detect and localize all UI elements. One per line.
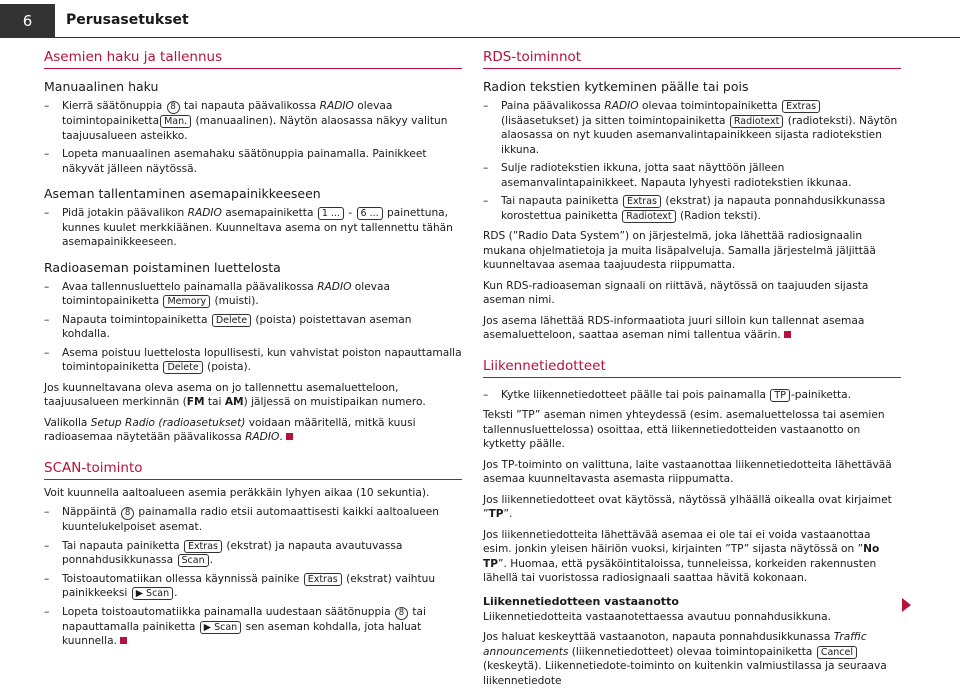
key-memory: Memory [163,295,210,308]
list-item: – Avaa tallennusluettelo painamalla päävalikossa RADIO olevaa toimintopainiketta Memory (muisti). [44,280,462,309]
subheading-delete-station: Radioaseman poistaminen luettelosta [44,259,281,275]
paragraph-memory-slot: Jos kuunneltavana oleva asema on jo tallennettu asemaluetteloon, taajuusalueen merkinnän (FM tai AM) jäljessä on muistipaikan numero. [44,381,426,408]
radio-text-steps [483,99,901,223]
paragraph-rds-signal: Kun RDS-radioaseman signaali on riittävä, näytössä on taajuuden sijasta aseman nimi. [483,279,869,306]
right-column [483,44,901,688]
page-header [0,0,960,38]
key-cancel: Cancel [817,646,857,659]
subheading-manual-search: Manuaalinen haku [44,79,159,94]
left-column [44,44,462,653]
list-item: – Napauta toimintopainiketta Delete (poista) poistettavan aseman kohdalla. [44,313,462,342]
list-item: – Pidä jotakin päävalikon RADIO asemapainiketta 1 ... - 6 ... painettuna, kunnes kuulet merkkiäänen. Kuunneltava asema on nyt tallennettu tähän asemapainikkeeseen. [44,206,462,250]
list-item: – Sulje radiotekstien ikkuna, jotta saat näyttöön jälleen asemanvalintapainikkeet. Napauta lyhyesti radiotekstien ikkunaa. [483,161,901,190]
knob-icon: 8 [167,101,180,114]
section-title-traffic: Liikennetiedotteet [483,353,901,378]
list-item: – Toistoautomatiikan ollessa käynnissä painike Extras (ekstrat) vaihtuu painikkeeksi ▶ Scan . [44,572,462,601]
list-item: – Paina päävalikossa RADIO olevaa toimintopainiketta Extras (lisäasetukset) ja sitten toimintopainiketta Radiotext (radioteksti). Näytön alaosassa on nyt kuuden asemanvalintapainikkeen sijasta radiotekstien ikkuna. [483,99,901,157]
key-scan: Scan [178,554,209,567]
key-radiotext: Radiotext [622,210,675,223]
paragraph-popup: Liikennetiedotteita vastaanotettaessa avautuu ponnahdusikkuna. [483,610,832,623]
header-rule [55,37,960,38]
paragraph-scan-intro: Voit kuunnella aaltoalueen asemia peräkkäin lyhyen aikaa (10 sekuntia). [44,486,430,499]
key-play-scan: ▶ Scan [200,621,241,634]
paragraph-cancel: Jos haluat keskeyttää vastaanoton, napauta ponnahdusikkunassa Traffic announcements (liikennetiedotteet) olevaa toimintopainiketta Cancel (keskeytä). Liikennetiedote-toiminto on kuitenkin valmiustilassa ja seuraava liikennetiedote [483,631,887,687]
key-tp: TP [770,389,790,402]
key-extras: Extras [304,573,342,586]
list-item: – Tai napauta painiketta Extras (ekstrat) ja napauta ponnahdusikkunassa korostettua painiketta Radiotext (Radion teksti). [483,194,901,223]
key-preset-1: 1 ... [318,207,344,220]
paragraph-tp-function: Jos TP-toiminto on valittuna, laite vastaanottaa liikennetiedotteita lähettävää asemaa kuunneltavasta asemasta riippumatta. [483,458,892,485]
list-item: – Lopeta toistoautomatiikka painamalla uudestaan säätönuppia 8 tai napauttamalla painiketta ▶ Scan sen aseman kohdalla, jota haluat kuunnella. [44,605,462,649]
subheading-save-station: Aseman tallentaminen asemapainikkeeseen [44,186,321,201]
save-station-steps [44,206,462,250]
paragraph-no-tp: Jos liikennetiedotteita lähettävää asemaa ei ole tai ei voida vastaanottaa esim. jonkin yleisen häiriön vuoksi, kirjainten ”TP” sijasta näytössä on ”No TP”. Huomaa, että pysäköintitaloissa, tunneleissa, korkeiden rakennusten lähellä tai vuoristossa radiosignaali saattaa hävitä kokonaan. [483,528,880,584]
knob-icon: 8 [121,507,134,520]
list-item: – Kytke liikennetiedotteet päälle tai pois painamalla TP -painiketta. [483,388,901,403]
square-end-mark-icon [286,433,293,440]
traffic-steps [483,388,901,403]
key-extras: Extras [782,100,820,113]
list-item: – Tai napauta painiketta Extras (ekstrat) ja napauta avautuvassa ponnahdusikkunassa Scan . [44,539,462,568]
list-item: – Asema poistuu luettelosta lopullisesti, kun vahvistat poiston napauttamalla toimintopainiketta Delete (poista). [44,346,462,375]
paragraph-setup-radio: Valikolla Setup Radio (radioasetukset) voidaan määritellä, mitkä kuusi radioasemaa näytetään päävalikossa RADIO. [44,416,416,443]
paragraph-rds-name: Jos asema lähettää RDS-informaatiota juuri silloin kun tallennat asemaa asemaluetteloon, saattaa aseman nimi tallentua väärin. [483,314,865,341]
section-title-station-search: Asemien haku ja tallennus [44,44,462,69]
page-number: 6 [0,4,55,38]
paragraph-tp-letters: Jos liikennetiedotteet ovat käytössä, näytössä ylhäällä oikealla ovat kirjaimet ”TP”. [483,493,892,520]
key-delete: Delete [163,361,202,374]
square-end-mark-icon [120,637,127,644]
list-item: – Näppäintä 8 painamalla radio etsii automaattisesti kaikki aaltoalueen kuuntelukelpoiset asemat. [44,505,462,535]
paragraph-rds-definition: RDS (”Radio Data System”) on järjestelmä, joka lähettää radiosignaalin mukana ohjelmatietoja ja muita lisäpalveluja. Samalla järjestelmä jäljittää kuunneltavaa asemaa taajuudesta riippumatta. [483,230,876,271]
subheading-radio-text: Radion tekstien kytkeminen päälle tai pois [483,79,749,94]
key-preset-6: 6 ... [357,207,383,220]
triangle-next-page-icon [902,598,911,612]
knob-icon: 8 [395,607,408,620]
key-play-scan: ▶ Scan [132,587,173,600]
key-man: Man. [160,115,191,128]
key-extras: Extras [184,540,222,553]
scan-steps [44,505,462,649]
subheading-traffic-reception: Liikennetiedotteen vastaanotto [483,594,679,608]
key-radiotext: Radiotext [730,115,783,128]
key-extras: Extras [623,195,661,208]
square-end-mark-icon [784,331,791,338]
page-title: Perusasetukset [66,12,189,28]
section-title-rds: RDS-toiminnot [483,44,901,69]
list-item: – Lopeta manuaalinen asemahaku säätönuppia painamalla. Painikkeet näkyvät jälleen näytössä. [44,147,462,176]
list-item: – Kierrä säätönuppia 8 tai napauta päävalikossa RADIO olevaa toimintopainiketta Man. (manuaalinen). Näytön alaosassa näkyy valitun taajuusalueen asteikko. [44,99,462,143]
key-delete: Delete [212,314,251,327]
manual-search-steps [44,99,462,176]
section-title-scan: SCAN-toiminto [44,455,462,480]
delete-station-steps [44,280,462,375]
paragraph-tp-text: Teksti ”TP” aseman nimen yhteydessä (esim. asemaluettelossa tai asemien tallennusluettelossa) osoittaa, että liikennetiedotteiden vastaanotto on kytketty päälle. [483,409,885,450]
